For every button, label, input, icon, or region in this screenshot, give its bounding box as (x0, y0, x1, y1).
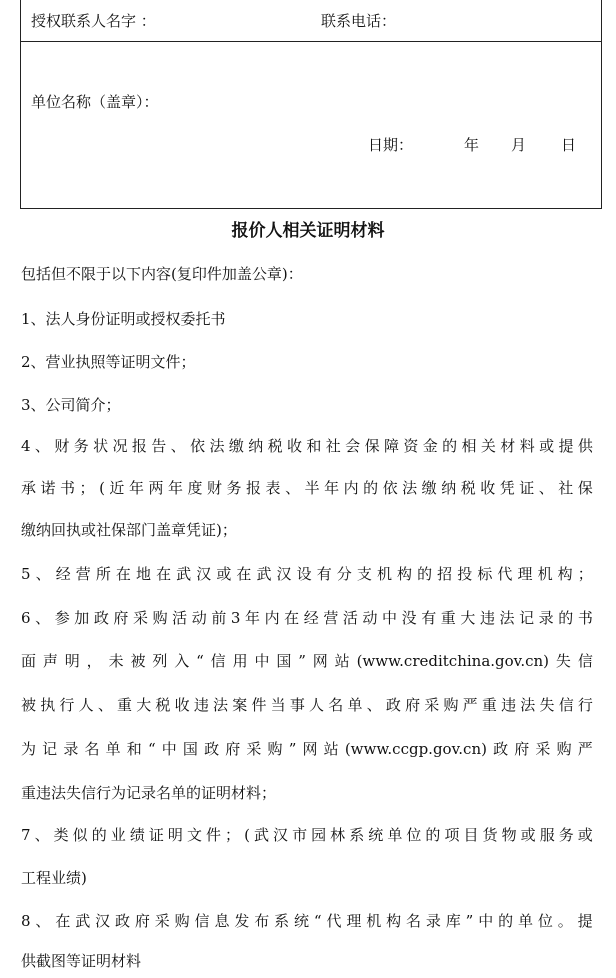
form-divider (21, 41, 601, 42)
doc-line-12: 重违法失信行为记录名单的证明材料； (21, 784, 277, 802)
doc-line-8: 6 、 参 加 政 府 采 购 活 动 前 3 年 内 在 经 营 活 动 中 没 有 重 大 违 法 记 录 的 书 (21, 609, 593, 627)
date-label: 日期： (368, 136, 414, 154)
doc-line-11: 为 记 录 名 单 和 “ 中 国 政 府 采 购 ” 网 站 (www.ccgp.gov.cn) 政 府 采 购 严 (21, 740, 593, 758)
doc-line-6: 缴纳回执或社保部门盖章凭证)； (21, 521, 237, 539)
doc-line-10: 被 执 行 人 、 重 大 税 收 违 法 案 件 当 事 人 名 单 、 政 府 采 购 严 重 违 法 失 信 行 (21, 696, 593, 714)
doc-line-14: 工程业绩) (21, 869, 87, 887)
authorization-form-box (20, 0, 602, 209)
doc-line-16: 供截图等证明材料 (21, 952, 142, 970)
intro-line: 包括但不限于以下内容(复印件加盖公章)： (21, 265, 303, 283)
doc-line-9: 面 声 明 ， 未 被 列 入 “ 信 用 中 国 ” 网 站 (www.creditchina.gov.cn) 失 信 (21, 652, 593, 670)
doc-line-4: 4 、 财 务 状 况 报 告 、 依 法 缴 纳 税 收 和 社 会 保 障 资 金 的 相 关 材 料 或 提 供 (21, 437, 593, 455)
doc-line-3: 3、公司简介； (21, 396, 121, 414)
doc-line-1: 1、法人身份证明或授权委托书 (21, 310, 226, 328)
date-year-label: 年 (464, 136, 480, 154)
doc-line-13: 7 、 类 似 的 业 绩 证 明 文 件 ； ( 武 汉 市 园 林 系 统 单 位 的 项 目 货 物 或 服 务 或 (21, 826, 593, 844)
doc-line-2: 2、营业执照等证明文件； (21, 353, 196, 371)
contact-phone-label: 联系电话： (321, 12, 397, 30)
date-day-label: 日 (561, 136, 577, 154)
date-month-label: 月 (511, 136, 527, 154)
doc-line-7: 5 、 经 营 所 在 地 在 武 汉 或 在 武 汉 设 有 分 支 机 构 的 招 投 标 代 理 机 构 ； (21, 565, 593, 583)
contact-name-label: 授权联系人名字 ： (31, 12, 156, 30)
section-title: 报价人相关证明材料 (231, 221, 385, 241)
doc-line-5: 承 诺 书 ； ( 近 年 两 年 度 财 务 报 表 、 半 年 内 的 依 法 缴 纳 税 收 凭 证 、 社 保 (21, 479, 593, 497)
doc-line-15: 8 、 在 武 汉 政 府 采 购 信 息 发 布 系 统 “ 代 理 机 构 名 录 库 ” 中 的 单 位 。 提 (21, 912, 593, 930)
unit-name-label: 单位名称（盖章）： (31, 93, 159, 111)
